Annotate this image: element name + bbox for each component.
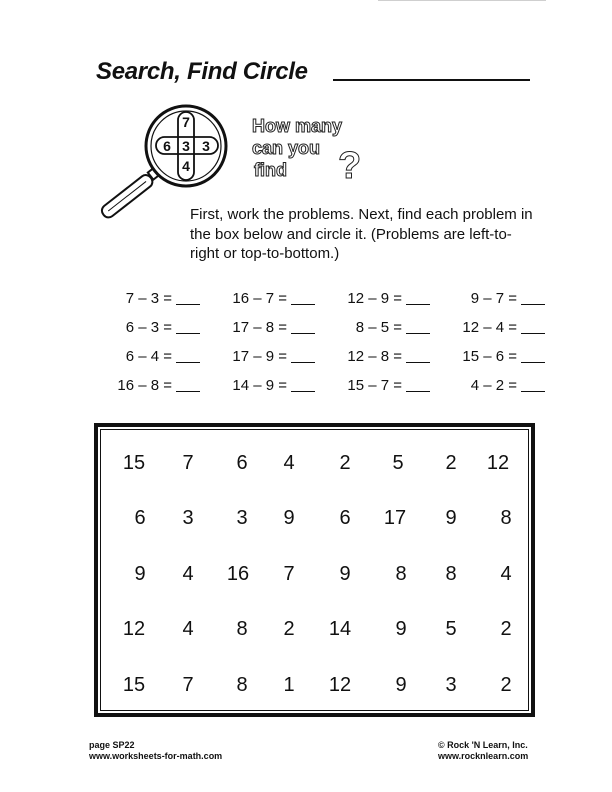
problem-list <box>96 290 556 406</box>
top-edge-rule <box>378 0 546 1</box>
problem-row <box>96 348 556 377</box>
grid-number[interactable]: 3 <box>182 507 194 529</box>
grid-number[interactable]: 9 <box>395 618 407 640</box>
answer-blank[interactable] <box>176 377 200 392</box>
answer-blank[interactable] <box>406 290 430 305</box>
logo-line-3: find <box>254 160 287 180</box>
logo-digit-right: 3 <box>202 138 210 154</box>
grid-row <box>101 674 528 702</box>
problem <box>211 348 326 365</box>
answer-blank[interactable] <box>176 319 200 334</box>
copyright: © Rock 'N Learn, Inc. <box>438 740 528 750</box>
logo-digit-left: 6 <box>163 138 171 154</box>
grid-number[interactable]: 12 <box>328 674 352 696</box>
problem-expression: 9 – 7 = <box>470 290 517 307</box>
grid-number[interactable]: 1 <box>283 674 295 696</box>
page-number: page SP22 <box>89 740 135 750</box>
problem <box>441 377 556 394</box>
grid-row <box>101 507 528 535</box>
grid-number[interactable]: 3 <box>236 507 248 529</box>
grid-number[interactable]: 6 <box>339 507 351 529</box>
answer-blank[interactable] <box>291 377 315 392</box>
grid-number[interactable]: 5 <box>392 452 404 474</box>
logo-digit-bottom: 4 <box>182 158 190 174</box>
grid-number[interactable]: 7 <box>182 674 194 696</box>
answer-blank[interactable] <box>406 348 430 363</box>
problem <box>96 290 211 307</box>
problem <box>326 290 441 307</box>
grid-number[interactable]: 8 <box>236 674 248 696</box>
grid-row <box>101 452 528 480</box>
grid-inner-border <box>100 429 529 711</box>
logo-digit-top: 7 <box>182 114 190 130</box>
answer-blank[interactable] <box>521 377 545 392</box>
problem-expression: 4 – 2 = <box>470 377 517 394</box>
problem-row <box>96 290 556 319</box>
answer-blank[interactable] <box>521 319 545 334</box>
problem-expression: 6 – 3 = <box>125 319 172 336</box>
problem <box>441 319 556 336</box>
problem-expression: 15 – 6 = <box>462 348 517 365</box>
problem-expression: 12 – 8 = <box>347 348 402 365</box>
problem <box>326 319 441 336</box>
grid-number[interactable]: 2 <box>445 452 457 474</box>
problem-expression: 8 – 5 = <box>355 319 402 336</box>
problem <box>211 290 326 307</box>
grid-number[interactable]: 3 <box>445 674 457 696</box>
logo-digit-center: 3 <box>182 138 190 154</box>
problem-expression: 7 – 3 = <box>125 290 172 307</box>
logo-line-2: can you <box>252 138 321 158</box>
grid-number[interactable]: 17 <box>383 507 407 529</box>
problem-expression: 17 – 8 = <box>232 319 287 336</box>
answer-blank[interactable] <box>521 290 545 305</box>
problem-row <box>96 319 556 348</box>
grid-number[interactable]: 4 <box>182 618 194 640</box>
how-many-logo <box>248 112 388 182</box>
problem <box>96 348 211 365</box>
grid-number[interactable]: 4 <box>283 452 295 474</box>
answer-blank[interactable] <box>176 290 200 305</box>
grid-number[interactable]: 15 <box>122 674 146 696</box>
problem-expression: 12 – 4 = <box>462 319 517 336</box>
grid-number[interactable]: 2 <box>283 618 295 640</box>
grid-number[interactable]: 8 <box>236 618 248 640</box>
grid-number[interactable]: 2 <box>500 618 512 640</box>
grid-number[interactable]: 14 <box>328 618 352 640</box>
problem <box>441 348 556 365</box>
problem-expression: 6 – 4 = <box>125 348 172 365</box>
grid-number[interactable]: 8 <box>500 507 512 529</box>
grid-number[interactable]: 4 <box>500 563 512 585</box>
grid-number[interactable]: 15 <box>122 452 146 474</box>
footer-left <box>89 740 222 762</box>
name-write-line <box>333 79 530 81</box>
answer-blank[interactable] <box>521 348 545 363</box>
grid-number[interactable]: 2 <box>339 452 351 474</box>
problem <box>211 377 326 394</box>
grid-number[interactable]: 9 <box>339 563 351 585</box>
problem <box>326 377 441 394</box>
grid-number[interactable]: 9 <box>395 674 407 696</box>
grid-number[interactable]: 12 <box>122 618 146 640</box>
grid-number[interactable]: 7 <box>182 452 194 474</box>
problem-row <box>96 377 556 406</box>
answer-blank[interactable] <box>176 348 200 363</box>
answer-blank[interactable] <box>406 319 430 334</box>
grid-number[interactable]: 8 <box>395 563 407 585</box>
instructions-text: First, work the problems. Next, find each problem in the box below and circle it. (Problems are left-to-right or top-to-bottom.) <box>190 206 533 262</box>
grid-number[interactable]: 16 <box>226 563 250 585</box>
grid-number[interactable]: 6 <box>134 507 146 529</box>
answer-blank[interactable] <box>291 290 315 305</box>
grid-number[interactable]: 4 <box>182 563 194 585</box>
answer-blank[interactable] <box>291 319 315 334</box>
footer-right <box>438 740 528 762</box>
number-search-grid <box>94 423 535 717</box>
problem-expression: 16 – 8 = <box>117 377 172 394</box>
grid-number[interactable]: 12 <box>486 452 510 474</box>
problem-expression: 15 – 7 = <box>347 377 402 394</box>
problem <box>96 377 211 394</box>
footer-site-right[interactable]: www.rocknlearn.com <box>438 751 529 761</box>
grid-number[interactable]: 6 <box>236 452 248 474</box>
problem-expression: 12 – 9 = <box>347 290 402 307</box>
grid-number[interactable]: 9 <box>445 507 457 529</box>
question-mark-icon: ? <box>338 145 362 182</box>
answer-blank[interactable] <box>406 377 430 392</box>
problem-expression: 16 – 7 = <box>232 290 287 307</box>
logo-line-1: How many <box>252 116 343 136</box>
grid-number[interactable]: 7 <box>283 563 295 585</box>
problem <box>441 290 556 307</box>
problem <box>96 319 211 336</box>
grid-number[interactable]: 2 <box>500 674 512 696</box>
grid-number[interactable]: 9 <box>283 507 295 529</box>
answer-blank[interactable] <box>291 348 315 363</box>
problem-expression: 14 – 9 = <box>232 377 287 394</box>
page-title: Search, Find Circle <box>96 58 308 85</box>
footer-site-left[interactable]: www.worksheets-for-math.com <box>89 751 223 761</box>
grid-row <box>101 563 528 591</box>
problem <box>211 319 326 336</box>
grid-number[interactable]: 9 <box>134 563 146 585</box>
grid-number[interactable]: 5 <box>445 618 457 640</box>
problem <box>326 348 441 365</box>
problem-expression: 17 – 9 = <box>232 348 287 365</box>
grid-row <box>101 618 528 646</box>
grid-number[interactable]: 8 <box>445 563 457 585</box>
